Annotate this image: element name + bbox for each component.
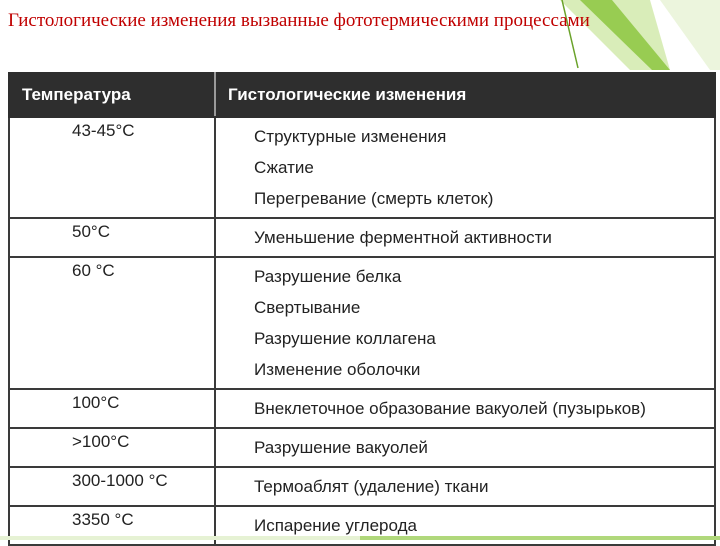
histology-table-container — [8, 72, 716, 535]
change-item: Изменение оболочки — [254, 360, 421, 379]
temperature-cell: 60 °C — [9, 257, 215, 389]
changes-cell — [215, 257, 715, 389]
change-item: Уменьшение ферментной активности — [254, 228, 552, 247]
table-row — [9, 117, 715, 218]
changes-cell — [215, 428, 715, 467]
change-item: Разрушение белка — [254, 267, 402, 286]
change-item: Структурные изменения — [254, 127, 447, 146]
temperature-cell: 43-45°C — [9, 117, 215, 218]
table-header-row — [9, 73, 715, 117]
change-item: Внеклеточное образование вакуолей (пузырьков) — [254, 399, 646, 418]
histology-table — [8, 72, 716, 546]
temperature-cell: 3350 °C — [9, 506, 215, 545]
change-item: Разрушение вакуолей — [254, 438, 428, 457]
change-item: Свертывание — [254, 298, 361, 317]
change-item: Разрушение коллагена — [254, 329, 436, 348]
table-row — [9, 257, 715, 389]
changes-cell — [215, 389, 715, 428]
slide-title: Гистологические изменения вызванные фототермическими процессами — [8, 10, 590, 31]
temperature-cell: 300-1000 °C — [9, 467, 215, 506]
temperature-cell: 100°C — [9, 389, 215, 428]
temperature-cell: 50°C — [9, 218, 215, 257]
change-item: Сжатие — [254, 158, 314, 177]
change-item: Испарение углерода — [254, 516, 417, 535]
header-histological-changes: Гистологические изменения — [215, 73, 715, 117]
table-row — [9, 389, 715, 428]
change-item: Термоаблят (удаление) ткани — [254, 477, 489, 496]
table-row — [9, 467, 715, 506]
changes-cell — [215, 218, 715, 257]
header-temperature: Температура — [9, 73, 215, 117]
temperature-cell: >100°C — [9, 428, 215, 467]
table-row — [9, 428, 715, 467]
change-item: Перегревание (смерть клеток) — [254, 189, 494, 208]
changes-cell — [215, 117, 715, 218]
table-row — [9, 218, 715, 257]
bottom-decorative-bar — [0, 534, 720, 540]
changes-cell — [215, 467, 715, 506]
